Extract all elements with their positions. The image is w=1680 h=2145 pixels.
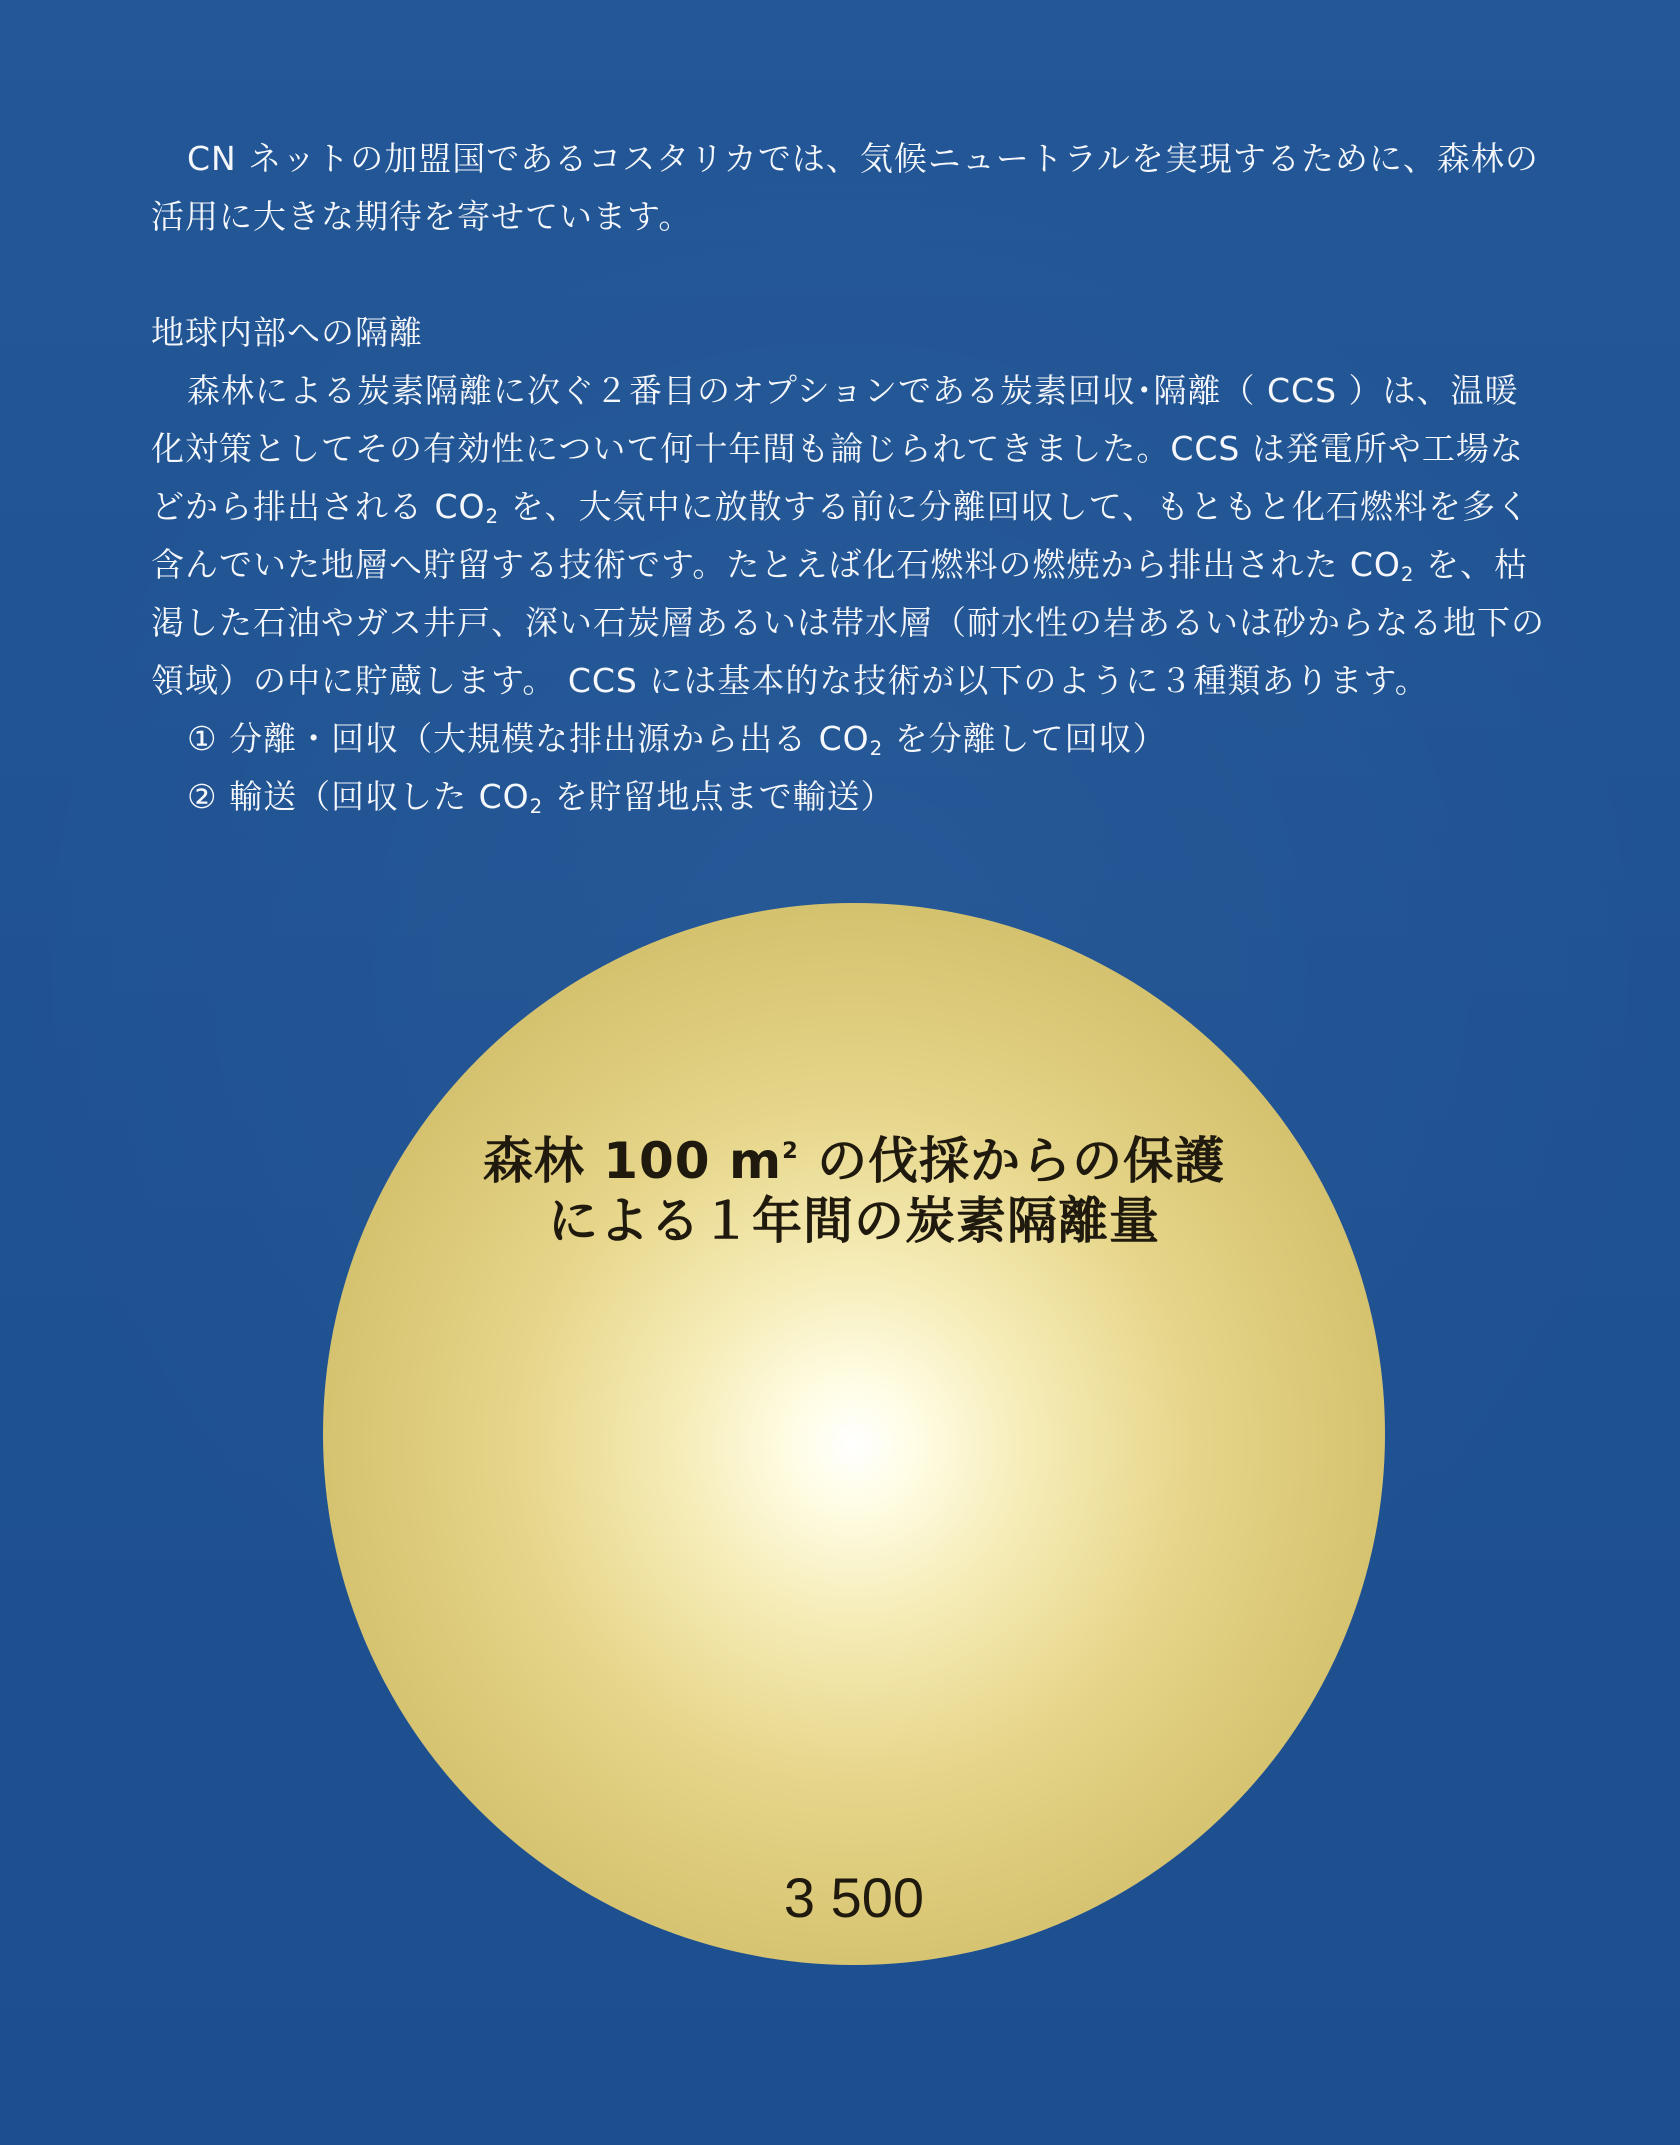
section-body-part2: を、大気中に放散する前に分離回収して、もともと化石燃料を多く含んでいた地層へ貯留する技術です。たとえば化石燃料の燃焼から排出された CO	[151, 487, 1530, 584]
sphere-title	[323, 1131, 1385, 1251]
list-item-separation-text-a: ① 分離・回収（大規模な排出源から出る CO	[187, 719, 870, 758]
section-body-part1: 森林による炭素隔離に次ぐ２番目のオプションである炭素回収･隔離（ CCS ）は、温暖化対策としてその有効性について何十年間も論じられてきました。CCS は発電所や工場などから排出される CO	[151, 371, 1524, 526]
text-block	[151, 130, 1551, 826]
carbon-sequestration-sphere	[323, 903, 1385, 1965]
co2-subscript: 2	[1400, 562, 1415, 586]
square-meter-superscript: 2	[782, 1137, 799, 1164]
sphere-title-line-1-start: 森林 100 m	[482, 1132, 783, 1190]
list-item-separation	[151, 710, 1551, 768]
sphere-value: 3 500	[783, 1866, 925, 1929]
co2-subscript: 2	[529, 794, 544, 818]
list-item-transport-text-b: を貯留地点まで輸送）	[543, 777, 895, 816]
section-heading: 地球内部への隔離	[151, 313, 423, 352]
sphere-title-line-2: による１年間の炭素隔離量	[548, 1192, 1160, 1250]
intro-paragraph-text: CN ネットの加盟国であるコスタリカでは、気候ニュートラルを実現するために、森林の活用に大きな期待を寄せています。	[151, 139, 1539, 236]
sphere-title-line-1-end: の伐採からの保護	[798, 1132, 1226, 1190]
section-body-part3: を、枯渇した石油やガス井戸、深い石炭層あるいは帯水層（耐水性の岩あるいは砂からなる地下の領域）の中に貯蔵します。 CCS には基本的な技術が以下のように３種類あります。	[151, 545, 1545, 700]
list-item-separation-text-b: を分離して回収）	[883, 719, 1167, 758]
co2-subscript: 2	[485, 504, 500, 528]
paragraph-gap	[151, 246, 1551, 304]
sphere-title-line-1	[323, 1131, 1385, 1191]
section-body	[151, 362, 1551, 710]
intro-paragraph	[151, 130, 1551, 246]
co2-subscript: 2	[869, 736, 884, 760]
list-item-transport	[151, 768, 1551, 826]
list-item-transport-text-a: ② 輸送（回収した CO	[187, 777, 530, 816]
